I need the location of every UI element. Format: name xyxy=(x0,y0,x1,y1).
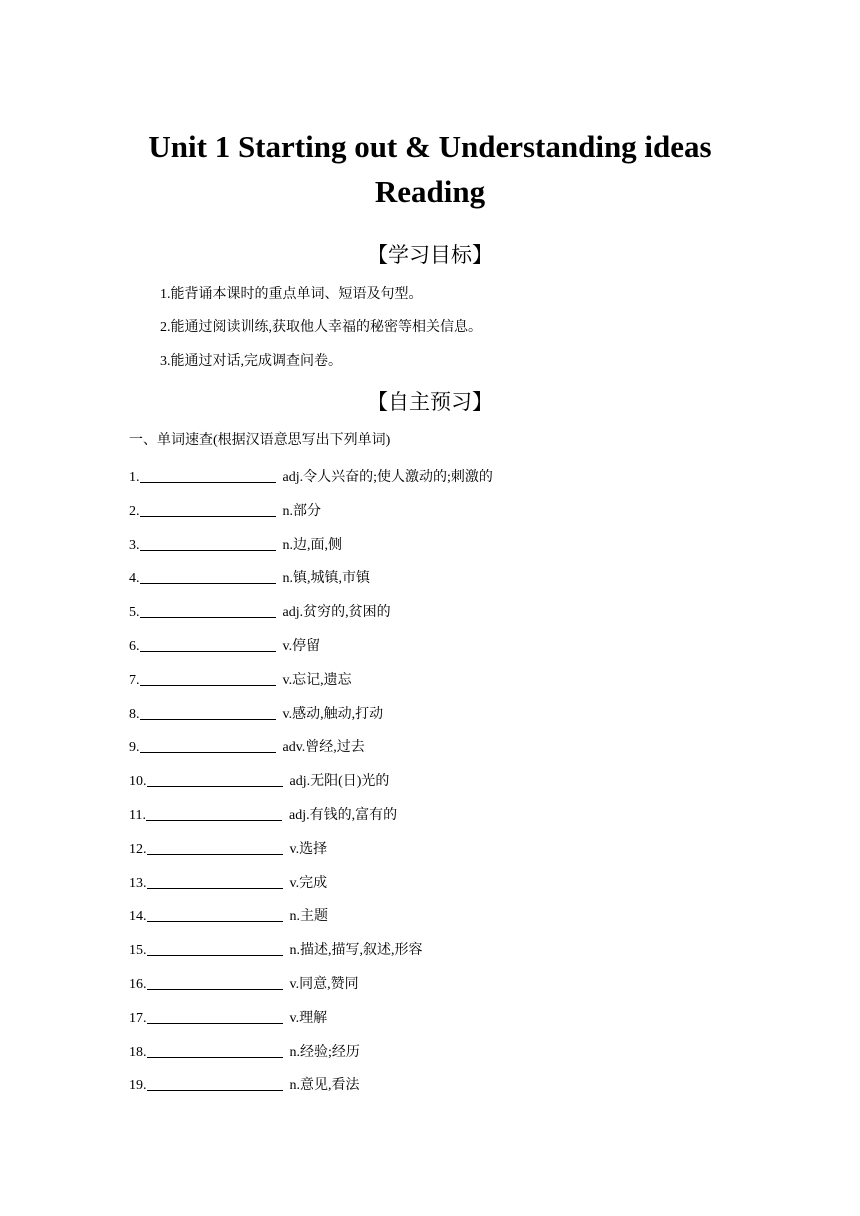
vocab-number: 6. xyxy=(129,639,140,654)
vocab-row xyxy=(129,939,423,960)
preview-heading: 【自主预习】 xyxy=(367,390,493,414)
vocab-answer-blank[interactable] xyxy=(140,637,276,652)
vocab-definition: adv.曾经,过去 xyxy=(282,740,365,755)
vocab-answer-blank[interactable] xyxy=(146,806,282,821)
vocab-row xyxy=(129,1041,360,1062)
vocab-definition: v.理解 xyxy=(289,1011,328,1026)
vocab-definition: n.部分 xyxy=(282,504,321,519)
vocab-number: 2. xyxy=(129,504,140,519)
objectives-heading: 【学习目标】 xyxy=(367,243,493,267)
vocab-number: 11. xyxy=(129,808,146,823)
vocab-row xyxy=(129,567,370,588)
vocab-definition: n.镇,城镇,市镇 xyxy=(282,571,370,586)
vocab-answer-blank[interactable] xyxy=(140,569,276,584)
vocab-number: 14. xyxy=(129,909,147,924)
vocab-definition: adj.无阳(日)光的 xyxy=(289,774,390,789)
vocab-number: 8. xyxy=(129,707,140,722)
vocab-answer-blank[interactable] xyxy=(147,874,283,889)
vocab-answer-blank[interactable] xyxy=(147,772,283,787)
vocab-number: 3. xyxy=(129,538,140,553)
vocab-answer-blank[interactable] xyxy=(140,705,276,720)
vocab-instructions: 一、单词速查(根据汉语意思写出下列单词) xyxy=(129,433,391,448)
vocab-number: 16. xyxy=(129,977,147,992)
vocab-answer-blank[interactable] xyxy=(147,941,283,956)
vocab-number: 4. xyxy=(129,571,140,586)
vocab-answer-blank[interactable] xyxy=(147,840,283,855)
vocab-row xyxy=(129,703,383,724)
vocab-row xyxy=(129,973,359,994)
vocab-definition: n.意见,看法 xyxy=(289,1078,360,1093)
vocab-definition: adj.有钱的,富有的 xyxy=(288,808,398,823)
vocab-answer-blank[interactable] xyxy=(140,738,276,753)
vocab-row xyxy=(129,872,327,893)
vocab-answer-blank[interactable] xyxy=(140,536,276,551)
vocab-number: 5. xyxy=(129,605,140,620)
vocab-definition: n.经验;经历 xyxy=(289,1045,360,1060)
vocab-number: 17. xyxy=(129,1011,147,1026)
vocab-number: 9. xyxy=(129,740,140,755)
page-title-line1: Unit 1 Starting out & Understanding ideas xyxy=(148,129,712,164)
vocab-answer-blank[interactable] xyxy=(147,1076,283,1091)
vocab-definition: n.边,面,侧 xyxy=(282,538,342,553)
vocab-number: 15. xyxy=(129,943,147,958)
vocab-definition: v.感动,触动,打动 xyxy=(282,707,384,722)
vocab-definition: v.同意,赞同 xyxy=(289,977,359,992)
vocab-answer-blank[interactable] xyxy=(140,671,276,686)
vocab-row xyxy=(129,905,328,926)
vocab-row xyxy=(129,669,352,690)
vocab-row xyxy=(129,635,320,656)
vocab-row xyxy=(129,466,493,487)
vocab-row xyxy=(129,500,321,521)
vocab-answer-blank[interactable] xyxy=(140,468,276,483)
vocab-row xyxy=(129,1074,360,1095)
vocab-number: 18. xyxy=(129,1045,147,1060)
vocab-definition: v.停留 xyxy=(282,639,321,654)
objective-item-1: 1.能背诵本课时的重点单词、短语及句型。 xyxy=(160,287,423,302)
vocab-answer-blank[interactable] xyxy=(140,603,276,618)
vocab-number: 13. xyxy=(129,876,147,891)
objective-item-2: 2.能通过阅读训练,获取他人幸福的秘密等相关信息。 xyxy=(160,320,482,335)
vocab-definition: v.完成 xyxy=(289,876,328,891)
vocab-definition: n.主题 xyxy=(289,909,328,924)
vocab-row xyxy=(129,838,327,859)
vocab-definition: v.选择 xyxy=(289,842,328,857)
vocab-row xyxy=(129,601,391,622)
vocab-answer-blank[interactable] xyxy=(147,975,283,990)
vocab-number: 10. xyxy=(129,774,147,789)
vocab-row xyxy=(129,534,342,555)
vocab-answer-blank[interactable] xyxy=(147,1009,283,1024)
vocab-number: 19. xyxy=(129,1078,147,1093)
vocab-definition: adj.贫穷的,贫困的 xyxy=(282,605,391,620)
vocab-number: 7. xyxy=(129,673,140,688)
vocab-answer-blank[interactable] xyxy=(140,502,276,517)
objective-item-3: 3.能通过对话,完成调查问卷。 xyxy=(160,354,342,369)
vocab-number: 1. xyxy=(129,470,140,485)
vocab-answer-blank[interactable] xyxy=(147,1043,283,1058)
vocab-row xyxy=(129,770,389,791)
page-title-line2: Reading xyxy=(374,174,486,209)
vocab-answer-blank[interactable] xyxy=(147,907,283,922)
vocab-definition: v.忘记,遗忘 xyxy=(282,673,352,688)
vocab-definition: n.描述,描写,叙述,形容 xyxy=(289,943,423,958)
vocab-number: 12. xyxy=(129,842,147,857)
vocab-row xyxy=(129,1007,327,1028)
vocab-row xyxy=(129,804,397,825)
vocab-definition: adj.令人兴奋的;使人激动的;刺激的 xyxy=(282,470,493,485)
vocab-row xyxy=(129,736,365,757)
